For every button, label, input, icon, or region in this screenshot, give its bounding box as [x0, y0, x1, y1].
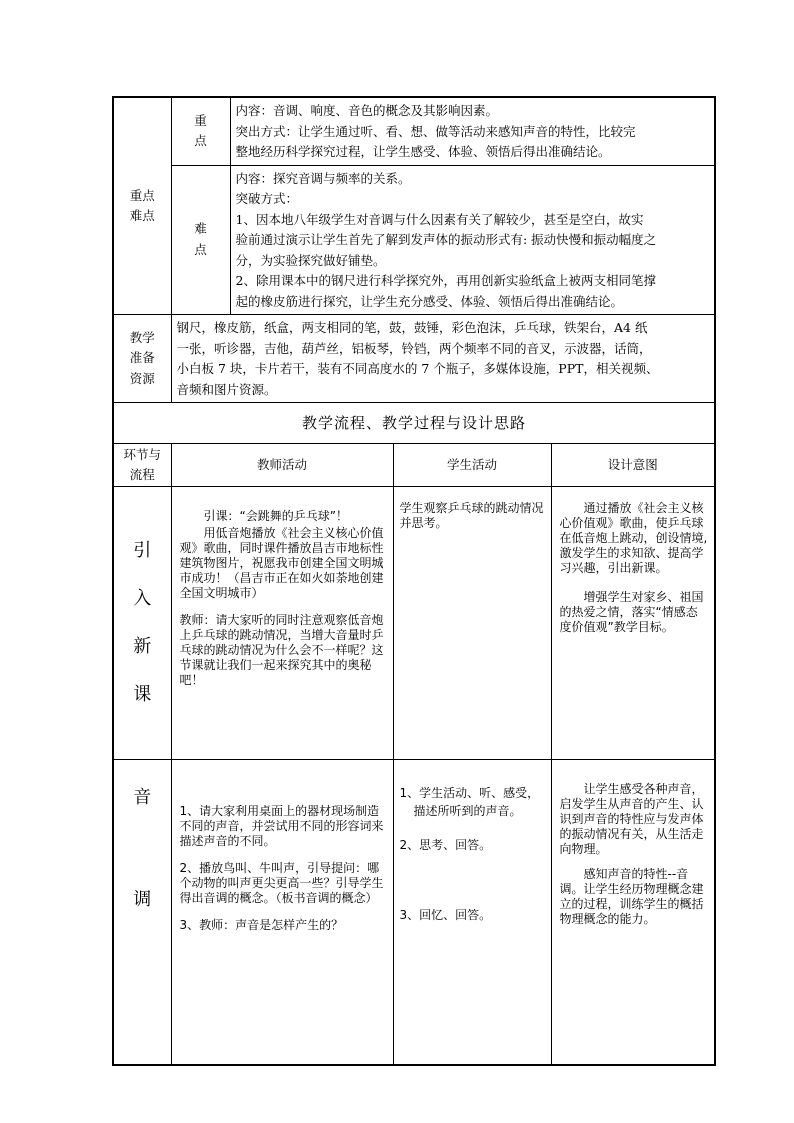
header-stage-line1: 环节与: [123, 446, 161, 462]
prep-line: 一张，听诊器，吉他，葫芦丝，铝板琴，铃铛，两个频率不同的音叉，示波器，话筒，: [176, 340, 652, 356]
intro-teacher-line: 引课：“会跳舞的乒乓球”！: [203, 509, 348, 523]
difficulty-line: 2、除用课本中的钢尺进行科学探究外，再用创新实验纸盒上被两支相同笔撑: [235, 273, 656, 288]
intro-design-line: 增强学生对家乡、祖国的热爱之情，落实“情感态度价值观”教学目标。: [559, 590, 704, 634]
intro-design-cell: [551, 487, 715, 760]
difficulty-line: 验前通过演示让学生首先了解到发声体的振动形式有: 振动快慢和振动幅度之: [235, 232, 657, 247]
pitch-student-cell: [393, 760, 551, 1066]
flow-title: 教学流程、教学过程与设计思路: [113, 403, 715, 444]
intro-stage-char: 引: [133, 540, 152, 561]
focus-label-cell: [113, 97, 171, 315]
difficulty-label-line2: 点: [194, 241, 207, 257]
header-design: 设计意图: [551, 444, 715, 487]
intro-stage-cell: [113, 487, 171, 760]
lesson-plan-table: [112, 96, 714, 1066]
pitch-student-line: 3、回忆、回答。: [399, 908, 492, 922]
header-stage: [113, 444, 171, 487]
header-stage-line2: 流程: [129, 467, 155, 482]
prep-content: [171, 315, 715, 403]
key-point-line: 内容：音调、响度、音色的概念及其影响因素。: [235, 103, 499, 118]
prep-label-line: 资源: [129, 370, 155, 386]
key-point-label-cell: [171, 97, 230, 165]
pitch-teacher-line: 2、播放鸟叫、牛叫声，引导提问：哪个动物的叫声更尖更高一些？引导学生得出音调的概念。（板书音调的概念）: [179, 861, 384, 905]
difficulty-content: [230, 165, 715, 315]
prep-label-line: 教学: [129, 329, 155, 345]
prep-label-cell: [113, 315, 171, 403]
difficulty-label-line1: 难: [194, 221, 207, 237]
pitch-teacher-cell: [171, 760, 393, 1066]
pitch-teacher-line: 1、请大家利用桌面上的器材现场制造不同的声音，并尝试用不同的形容词来描述声音的不同。: [179, 804, 384, 848]
intro-stage-char: 入: [133, 588, 152, 609]
prep-line: 音频和图片资源。: [176, 381, 277, 397]
difficulty-line: 起的橡皮筋进行探究，让学生充分感受、体验、领悟后得出准确结论。: [235, 293, 624, 309]
difficulty-line: 内容：探究音调与频率的关系。: [235, 170, 411, 186]
prep-label-line: 准备: [129, 350, 155, 366]
intro-stage-char: 新: [133, 636, 152, 657]
difficulty-label-cell: [171, 165, 230, 315]
pitch-design-line: 让学生感受各种声音，启发学生从声音的产生、认识到声音的特性应与发声体的振动情况有关，从生活走向物理。: [559, 782, 704, 856]
pitch-stage-char: 音: [133, 787, 152, 808]
pitch-stage-char: 调: [133, 889, 152, 910]
pitch-teacher-line: 3、教师：声音是怎样产生的？: [179, 918, 344, 932]
header-student: 学生活动: [393, 444, 551, 487]
difficulty-line: 分，为实验探究做好铺垫。: [235, 252, 386, 268]
pitch-student-line: 1、学生活动、听、感受，: [399, 786, 540, 800]
header-teacher: 教师活动: [171, 444, 393, 487]
key-point-label-line1: 重: [194, 112, 207, 128]
focus-label-line1: 重点: [129, 187, 155, 203]
pitch-student-line: 2、思考、回答。: [399, 838, 492, 852]
pitch-student-line: 描述所听到的声音。: [413, 804, 522, 818]
prep-line: 小白板 7 块，卡片若干，装有不同高度水的 7 个瓶子，多媒体设施，PPT，相关视频、: [176, 361, 659, 376]
focus-label-line2: 难点: [129, 208, 155, 223]
pitch-design-cell: [551, 760, 715, 1066]
key-point-content: [230, 97, 715, 165]
intro-stage-char: 课: [133, 684, 152, 705]
difficulty-line: 突破方式：: [235, 191, 299, 206]
prep-line: 钢尺，橡皮筋，纸盒，两支相同的笔，鼓，鼓锤，彩色泡沫，乒乓球，铁架台，A4 纸: [176, 320, 648, 335]
intro-teacher-line: 教师：请大家听的同时注意观察低音炮上乒乓球的跳动情况，当增大音量时乒乓球的跳动情况为什么会不一样呢？这节课就让我们一起来探究其中的奥秘吧！: [179, 613, 384, 687]
key-point-label-line2: 点: [194, 133, 207, 149]
intro-design-line: 通过播放《社会主义核心价值观》歌曲，使乒乓球在低音炮上跳动，创设情境,激发学生的求知欲、提高学习兴趣，引出新课。: [559, 501, 708, 575]
intro-student-line: 学生观察乒乓球的跳动情况并思考。: [399, 501, 544, 530]
difficulty-line: 1、因本地八年级学生对音调与什么因素有关了解较少，甚至是空白，故实: [235, 211, 644, 227]
pitch-design-line: 感知声音的特性--音调。让学生经历物理概念建立的过程，训练学生的概括物理概念的能力。: [559, 867, 704, 926]
key-point-line: 突出方式：让学生通过听、看、想、做等活动来感知声音的特性，比较完: [235, 123, 636, 139]
intro-teacher-cell: [171, 487, 393, 760]
pitch-stage-cell: [113, 760, 171, 1066]
key-point-line: 整地经历科学探究过程，让学生感受、体验、领悟后得出准确结论。: [235, 144, 611, 159]
intro-student-cell: [393, 487, 551, 760]
intro-teacher-line: 用低音炮播放《社会主义核心价值观》歌曲，同时课件播放昌吉市地标性建筑物图片，祝愿我市创建全国文明城市成功！（昌吉市正在如火如荼地创建全国文明城市）: [179, 526, 384, 600]
